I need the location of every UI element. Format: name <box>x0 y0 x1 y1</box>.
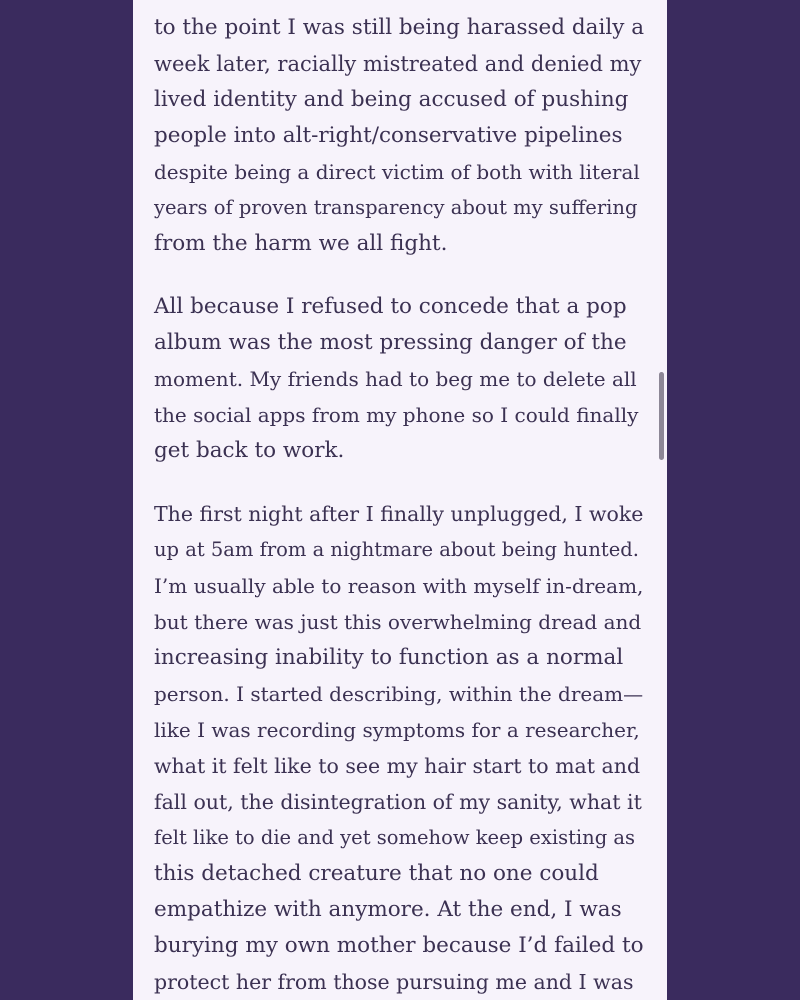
text-line: empathize with anymore. At the end, I was <box>154 897 622 922</box>
text-line: The first night after I finally unplugged, I woke <box>154 502 644 526</box>
paragraph-3 <box>154 496 644 1000</box>
scrollbar-thumb[interactable] <box>659 372 664 460</box>
text-line: like I was recording symptoms for a researcher, <box>154 718 640 742</box>
article-body <box>154 10 644 1000</box>
text-line: felt like to die and yet somehow keep existing as <box>154 826 636 849</box>
text-line: person. I started describing, within the dream— <box>154 682 644 706</box>
text-line: despite being a direct victim of both with literal <box>154 160 640 184</box>
paragraph-1 <box>154 10 644 262</box>
text-line: album was the most pressing danger of the <box>154 330 627 355</box>
text-line: All because I refused to concede that a pop <box>154 294 627 319</box>
text-line: what it felt like to see my hair start to mat and <box>154 754 641 778</box>
paragraph-2 <box>154 289 644 469</box>
text-line: this detached creature that no one could <box>154 861 599 886</box>
article-column <box>133 0 667 1000</box>
text-line: week later, racially mistreated and denied my <box>154 52 642 76</box>
text-line: moment. My friends had to beg me to delete all <box>154 367 637 391</box>
text-line: from the harm we all fight. <box>154 231 448 256</box>
text-line: people into alt-right/conservative pipelines <box>154 123 623 148</box>
text-line: to the point I was still being harassed daily a <box>154 15 645 40</box>
text-line: but there was just this overwhelming dread and <box>154 610 642 634</box>
text-line: the social apps from my phone so I could finally <box>154 403 639 427</box>
text-line: protect her from those pursuing me and I was <box>154 970 634 994</box>
text-line: get back to work. <box>154 438 345 463</box>
text-line: increasing inability to function as a normal <box>154 645 624 670</box>
text-line: up at 5am from a nightmare about being hunted. <box>154 538 639 561</box>
text-line: I’m usually able to reason with myself in-dream, <box>154 574 644 598</box>
text-line: lived identity and being accused of pushing <box>154 87 629 112</box>
text-line: fall out, the disintegration of my sanity, what it <box>154 790 642 814</box>
text-line: burying my own mother because I’d failed to <box>154 933 644 958</box>
text-line: years of proven transparency about my suffering <box>154 196 638 219</box>
